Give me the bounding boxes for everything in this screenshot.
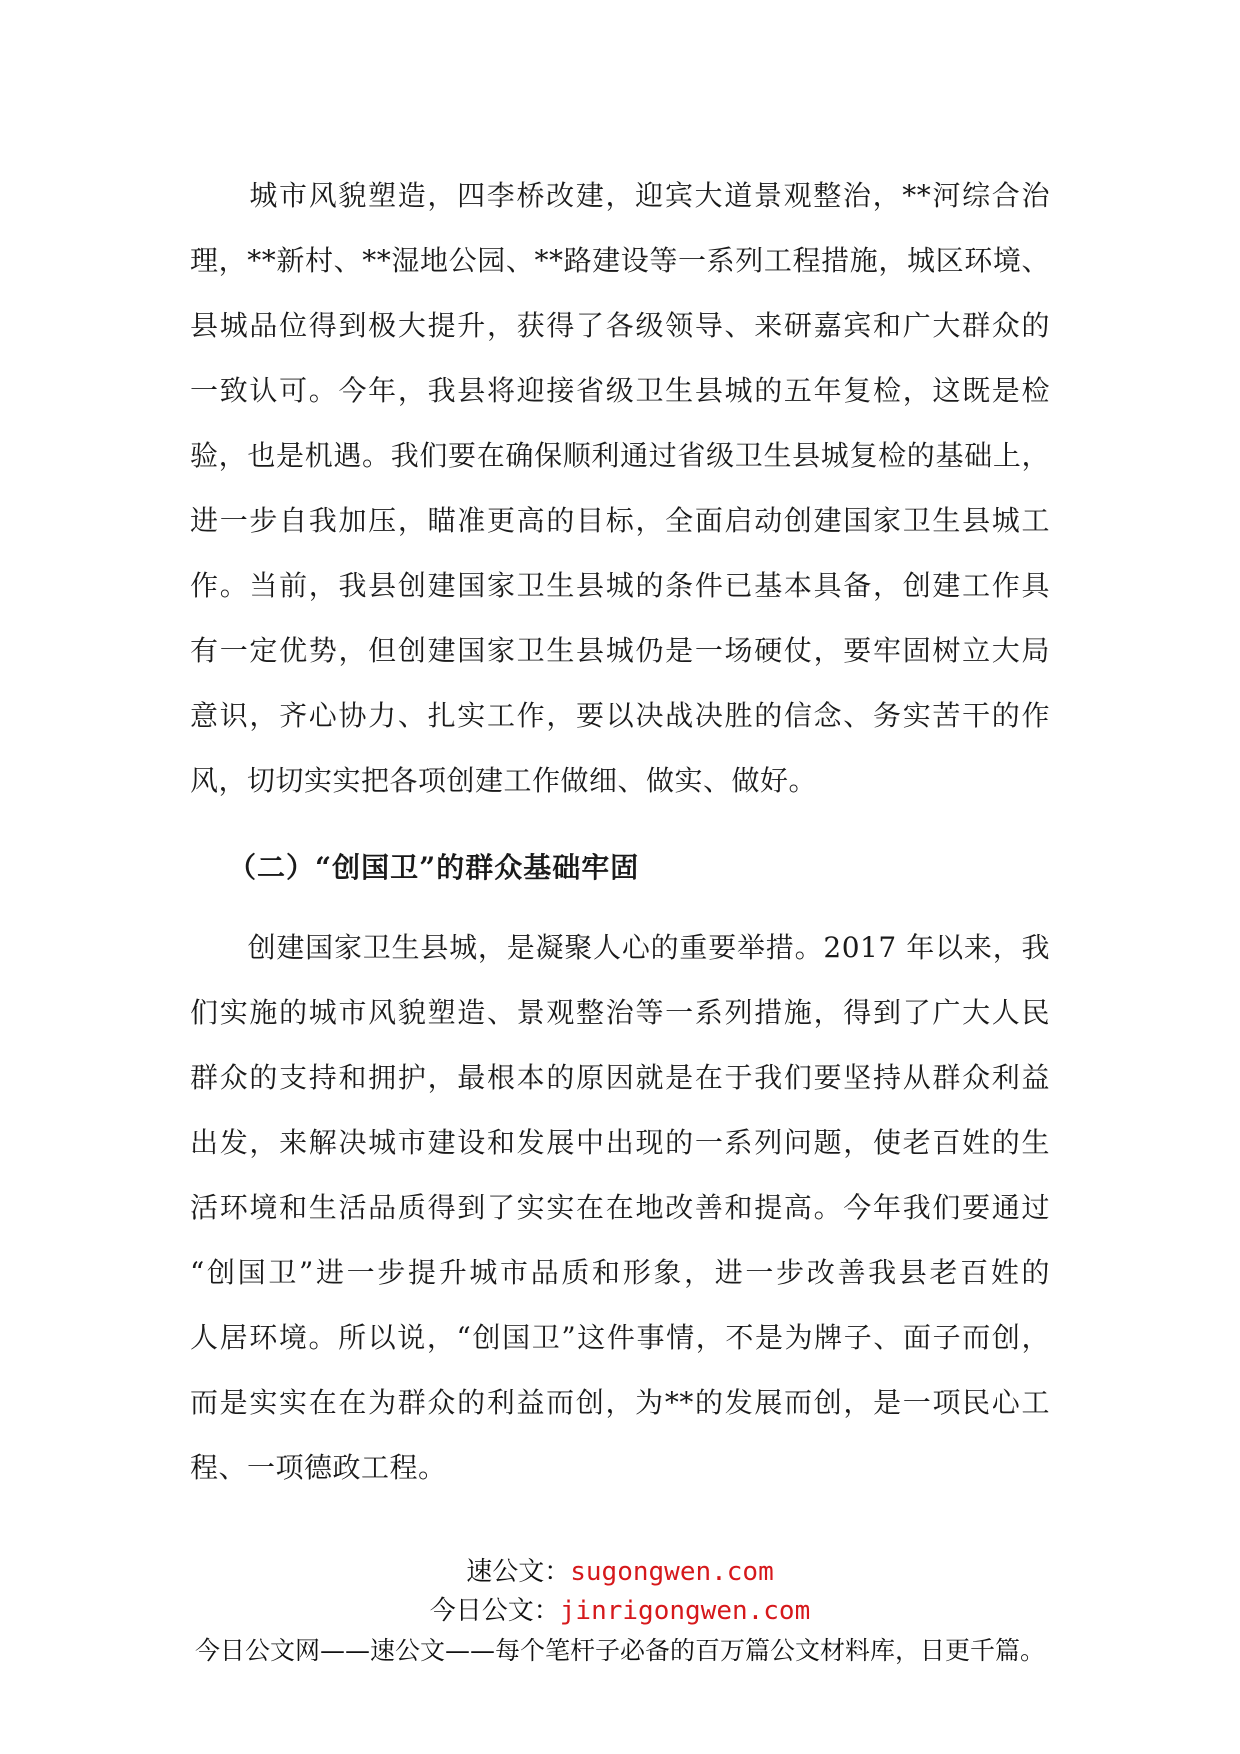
- footer-slogan: 今日公文网——速公文——每个笔杆子必备的百万篇公文材料库，日更千篇。: [194, 1636, 1045, 1665]
- footer-link-jinrigongwen[interactable]: jinrigongwen.com: [559, 1596, 811, 1626]
- text-line: 理，**新村、**湿地公园、**路建设等一系列工程措施，城区环境、: [190, 244, 1050, 277]
- text-line: 县城品位得到极大提升，获得了各级领导、来研嘉宾和广大群众的: [190, 309, 1050, 342]
- text-line: 创建国家卫生县城，是凝聚人心的重要举措。2017 年以来，我: [190, 931, 1050, 964]
- text-line: 活环境和生活品质得到了实实在在地改善和提高。今年我们要通过: [190, 1191, 1050, 1224]
- text-line: “创国卫”进一步提升城市品质和形象，进一步改善我县老百姓的: [190, 1256, 1050, 1289]
- footer-line-1: [0, 1555, 1240, 1589]
- text-line: 验，也是机遇。我们要在确保顺利通过省级卫生县城复检的基础上，: [190, 439, 1050, 472]
- paragraph-1: [190, 163, 1050, 813]
- text-line: 进一步自我加压，瞄准更高的目标，全面启动创建国家卫生县城工: [190, 504, 1050, 537]
- footer-line-2: [0, 1594, 1240, 1628]
- text-line: 群众的支持和拥护，最根本的原因就是在于我们要坚持从群众利益: [190, 1061, 1050, 1094]
- footer-label-jinrigongwen: 今日公文：: [429, 1596, 560, 1626]
- text-line: 们实施的城市风貌塑造、景观整治等一系列措施，得到了广大人民: [190, 996, 1050, 1029]
- text-line: 意识，齐心协力、扎实工作，要以决战决胜的信念、务实苦干的作: [190, 699, 1050, 732]
- footer-link-sugongwen[interactable]: sugongwen.com: [570, 1557, 774, 1587]
- text-line: 有一定优势，但创建国家卫生县城仍是一场硬仗，要牢固树立大局: [190, 634, 1050, 667]
- section-heading: （二）“创国卫”的群众基础牢固: [228, 851, 640, 884]
- text-line: 出发，来解决城市建设和发展中出现的一系列问题，使老百姓的生: [190, 1126, 1050, 1159]
- footer-label-sugongwen: 速公文：: [466, 1557, 571, 1587]
- text-line: 人居环境。所以说，“创国卫”这件事情，不是为牌子、面子而创，: [190, 1321, 1050, 1354]
- text-line: 风，切切实实把各项创建工作做细、做实、做好。: [190, 764, 818, 797]
- text-line: 一致认可。今年，我县将迎接省级卫生县城的五年复检，这既是检: [190, 374, 1050, 407]
- text-line: 作。当前，我县创建国家卫生县城的条件已基本具备，创建工作具: [190, 569, 1050, 602]
- text-line: 而是实实在在为群众的利益而创，为**的发展而创，是一项民心工: [190, 1386, 1050, 1419]
- text-line: 城市风貌塑造，四李桥改建，迎宾大道景观整治，**河综合治: [190, 179, 1050, 212]
- paragraph-2: [190, 915, 1050, 1500]
- text-line: 程、一项德政工程。: [190, 1451, 447, 1484]
